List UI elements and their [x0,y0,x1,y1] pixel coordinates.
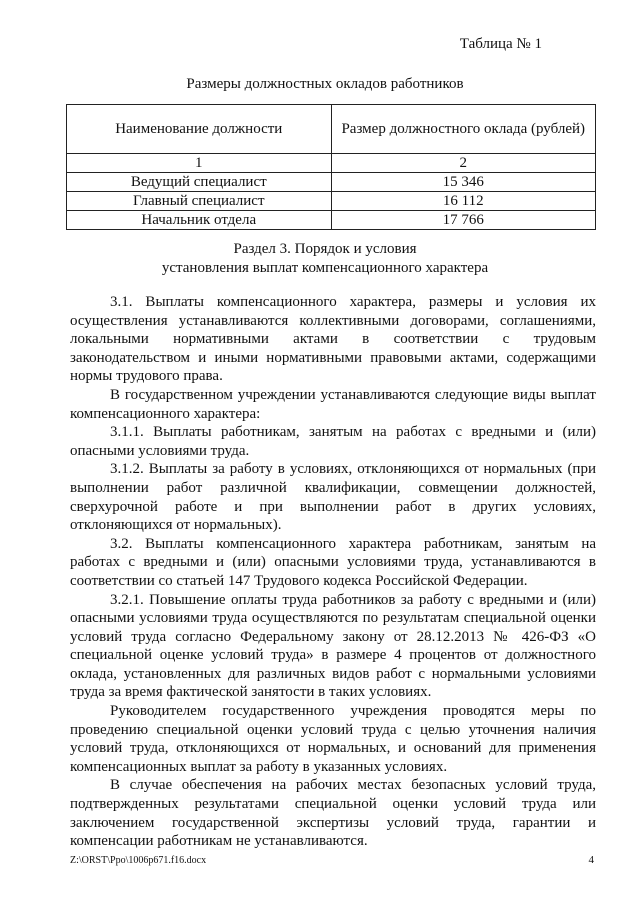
paragraph-assessment: Руководителем государственного учреждения проводятся меры по проведению специальной оценки условий труда с целью уточнения наличия условий труда, отклоняющихся от нормальных, и оснований для применения компенсационных выплат за работу в указанных условиях. [70,703,596,775]
salary-cell: 15 346 [331,173,596,192]
paragraph-3-2: 3.2. Выплаты компенсационного характера работникам, занятым на работах с вредными и (или) опасными условиями труда, устанавливаются в соответствии со статьей 147 Трудового кодекса Российской Федерации. [70,535,596,589]
body-text [70,293,596,851]
salary-cell: 17 766 [331,211,596,230]
paragraph-3-2-1: 3.2.1. Повышение оплаты труда работников за работу с вредными и (или) опасными условиями труда осуществляются по результатам специальной оценки условий труда согласно Федеральному закону от 28.12.2013 № 426-ФЗ «О специальной оценке условий труда» в размере 4 процентов от должностного оклада, установленных для различных видов работ с нормальными условиями труда за время фактической занятости в таких условиях. [70,591,596,701]
position-cell: Ведущий специалист [67,173,332,192]
footer-page-number: 4 [588,854,594,866]
salary-table [66,104,596,230]
column-number-2: 2 [331,154,596,173]
section-title-line2: установления выплат компенсационного характера [161,260,489,276]
position-cell: Начальник отдела [67,211,332,230]
footer-file-path: Z:\ORST\Ppo\1006p671.f16.docx [70,855,207,866]
paragraph-safe-conditions: В случае обеспечения на рабочих местах безопасных условий труда, подтвержденных результатами специальной оценки условий труда или заключением государственной экспертизы условий труда, гарантии и компенсации работникам не устанавливаются. [70,777,596,850]
section-heading [0,240,640,278]
table-label: Таблица № 1 [459,36,542,52]
table-row [67,211,596,230]
paragraph-3-1: 3.1. Выплаты компенсационного характера, размеры и условия их осуществления устанавливаются коллективными договорами, соглашениями, локальными нормативными актами в соответствии с трудовым законодательством и иными нормативными правовыми актами, содержащими нормы трудового права. [70,294,596,385]
table-header-row [67,105,596,154]
column-number-1: 1 [67,154,332,173]
table-row [67,192,596,211]
header-salary: Размер должностного оклада (рублей) [331,105,596,154]
table-column-number-row [67,154,596,173]
position-cell: Главный специалист [67,192,332,211]
paragraph-3-1-1: 3.1.1. Выплаты работникам, занятым на работах с вредными и (или) опасными условиями труда. [70,424,596,459]
header-position: Наименование должности [67,105,332,154]
table-title: Размеры должностных окладов работников [186,76,464,92]
salary-cell: 16 112 [331,192,596,211]
table-row [67,173,596,192]
paragraph-types-intro: В государственном учреждении устанавливаются следующие виды выплат компенсационного характера: [70,386,596,422]
paragraph-3-1-2: 3.1.2. Выплаты за работу в условиях, отклоняющихся от нормальных (при выполнении работ различной квалификации, совмещении должностей, сверхурочной работе и при выполнении работ в других условиях, отклоняющихся от нормальных). [70,461,596,534]
section-title-line1: Раздел 3. Порядок и условия [233,241,417,257]
